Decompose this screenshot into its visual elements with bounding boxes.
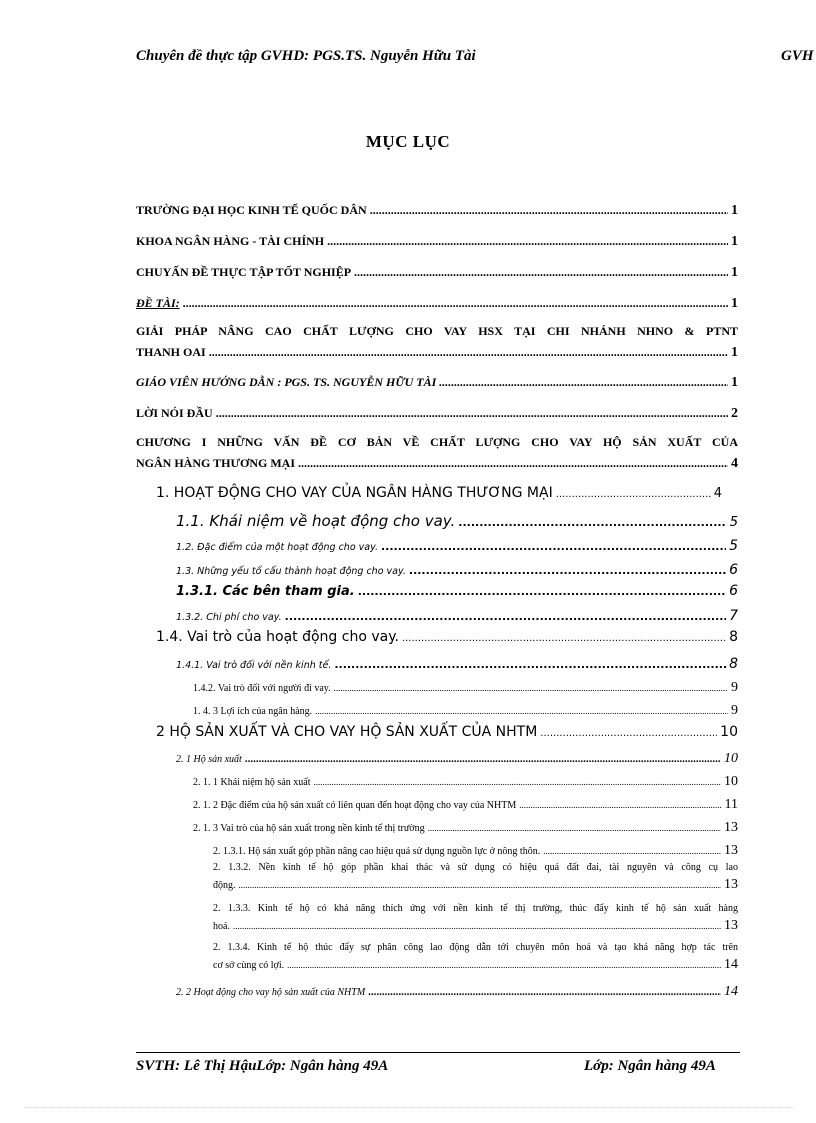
toc-entry[interactable] <box>193 703 738 719</box>
toc-page: 11 <box>724 797 738 812</box>
toc-entry[interactable] <box>176 512 738 530</box>
toc-label: 1. HOẠT ĐỘNG CHO VAY CỦA NGÂN HÀNG THƯƠNG MẠI <box>156 485 553 501</box>
footer-divider <box>136 1052 740 1053</box>
toc-label: 1.4. Vai trò của hoạt động cho vay. <box>156 629 399 645</box>
toc-page: 13 <box>724 918 738 933</box>
toc-label: NGÂN HÀNG THƯƠNG MẠI <box>136 456 295 470</box>
toc-page: 7 <box>729 608 738 624</box>
footer-left: SVTH: Lê Thị HậuLớp: Ngân hàng 49A <box>136 1058 389 1074</box>
toc-label: cơ sở cùng có lợi. <box>213 960 285 971</box>
toc-label: 1.2. Đặc điểm của một hoạt động cho vay. <box>176 542 378 553</box>
toc-entry[interactable] <box>136 234 738 250</box>
toc-label-line1: GIẢI PHÁP NÂNG CAO CHẤT LƯỢNG CHO VAY HSX TẠI CHI NHÁNH NHNO & PTNT <box>136 324 738 338</box>
toc-label-line1: 2. 1.3.4. Kinh tế hộ thúc đẩy sự phân công lao động dẫn tới chuyên môn hoá và tạo khả năng hợp tác trên <box>213 942 738 953</box>
toc-entry[interactable] <box>136 375 738 391</box>
toc-page: 1 <box>731 234 738 249</box>
toc-label: động. <box>213 880 236 891</box>
toc-label-line1: CHƯƠNG I NHỮNG VẤN ĐỀ CƠ BẢN VỀ CHẤT LƯỢNG CHO VAY HỘ SẢN XUẤT CỦA <box>136 435 738 449</box>
toc-page: 13 <box>724 877 738 892</box>
toc-label: TRƯỜNG ĐẠI HỌC KINH TẾ QUỐC DÂN <box>136 203 367 217</box>
toc-entry[interactable] <box>193 820 738 836</box>
header-right: GVH <box>781 48 814 64</box>
toc-entry[interactable] <box>176 656 738 672</box>
toc-page: 2 <box>731 406 738 421</box>
page-title: MỤC LỤC <box>365 132 451 151</box>
toc-page: 1 <box>731 375 738 390</box>
toc-entry[interactable] <box>193 680 738 696</box>
toc-label: 1.4.2. Vai trò đối với người đi vay. <box>193 683 331 694</box>
page-bottom-rule <box>24 1107 794 1108</box>
toc-entry[interactable] <box>176 984 738 1000</box>
toc-page: 1 <box>731 265 738 280</box>
toc-label: 2. 1. 1 Khái niệm hộ sản xuất <box>193 777 311 788</box>
toc-entry[interactable] <box>156 485 722 501</box>
toc-entry[interactable] <box>213 843 738 859</box>
toc-label-line1: 2. 1.3.3. Kinh tế hộ có khả năng thích ứng với nền kinh tế thị trường, thúc đẩy kinh tế hộ sản xuất hàng <box>213 903 738 914</box>
toc-entry[interactable] <box>193 797 738 813</box>
toc-entry[interactable] <box>136 406 738 422</box>
toc-label: KHOA NGÂN HÀNG - TÀI CHÍNH <box>136 234 325 248</box>
toc-entry[interactable] <box>213 862 738 893</box>
toc-label: THANH OAI <box>136 345 206 359</box>
toc-page: 13 <box>724 843 738 858</box>
toc-page: 5 <box>729 515 738 530</box>
toc-entry[interactable] <box>176 538 738 554</box>
toc-entry[interactable] <box>176 608 738 624</box>
toc-entry[interactable] <box>176 751 738 767</box>
toc-label: 2. 1 Hộ sản xuất <box>176 754 242 765</box>
toc-entry[interactable] <box>193 774 738 790</box>
toc-page: 1 <box>731 345 738 360</box>
toc-page: 14 <box>724 984 738 999</box>
toc-label: 2. 1.3.1. Hộ sản xuất góp phần nâng cao hiệu quả sử dụng nguồn lực ở nông thôn. <box>213 846 541 857</box>
toc-label: 1.1. Khái niệm về hoạt động cho vay. <box>176 512 456 530</box>
toc-label: 1. 4. 3 Lợi ích của ngân hàng. <box>193 706 313 717</box>
toc-label: 1.4.1. Vai trò đối với nền kinh tế. <box>176 660 332 671</box>
toc-page: 8 <box>729 629 738 645</box>
toc-page: 6 <box>729 583 738 599</box>
toc-label: 1.3.2. Chi phí cho vay. <box>176 612 282 623</box>
toc-page: 10 <box>720 724 738 740</box>
toc-label: hoá. <box>213 921 230 932</box>
toc-page: 9 <box>731 703 738 718</box>
toc-entry[interactable] <box>136 203 738 219</box>
toc-label: CHUYẤN ĐỀ THỰC TẬP TỐT NGHIỆP <box>136 265 352 279</box>
toc-label: GIÁO VIÊN HƯỚNG DẪN : PGS. TS. NGUYỄN HỮU TÀI <box>136 375 437 389</box>
toc-page: 10 <box>724 751 738 766</box>
footer-right: Lớp: Ngân hàng 49A <box>584 1058 716 1074</box>
toc-entry[interactable] <box>136 296 738 312</box>
toc-entry[interactable] <box>156 724 738 740</box>
toc-page: 10 <box>724 774 738 789</box>
toc-page: 1 <box>731 296 738 311</box>
toc-page: 9 <box>731 680 738 695</box>
toc-entry[interactable] <box>213 942 738 973</box>
toc-page: 4 <box>713 486 722 501</box>
toc-entry[interactable] <box>136 265 738 281</box>
toc-label: ĐỀ TÀI: <box>136 296 180 310</box>
toc-page: 4 <box>731 456 738 471</box>
toc-entry[interactable] <box>176 583 738 599</box>
toc-page: 14 <box>724 957 738 972</box>
toc-label: LỜI NÓI ĐẦU <box>136 406 213 420</box>
toc-entry[interactable] <box>136 435 738 472</box>
toc-label: 2. 1. 2 Đặc điểm của hộ sản xuất có liên quan đến hoạt động cho vay của NHTM <box>193 800 517 811</box>
header-left: Chuyên đề thực tập GVHD: PGS.TS. Nguyễn Hữu Tài <box>136 48 476 64</box>
toc-entry[interactable] <box>176 562 738 578</box>
toc-entry[interactable] <box>156 629 738 645</box>
toc-label: 2 HỘ SẢN XUẤT VÀ CHO VAY HỘ SẢN XUẤT CỦA NHTM <box>156 724 538 740</box>
toc-label: 1.3. Những yếu tố cấu thành hoạt động cho vay. <box>176 566 406 577</box>
toc-page: 8 <box>729 656 738 672</box>
toc-label-line1: 2. 1.3.2. Nền kinh tế hộ góp phần khai thác và sử dụng có hiệu quả đất đai, tài nguyên và công cụ lao <box>213 862 738 873</box>
toc-entry[interactable] <box>213 903 738 934</box>
toc-label: 2. 2 Hoạt động cho vay hộ sản xuất của NHTM <box>176 987 366 998</box>
toc-entry[interactable] <box>136 324 738 361</box>
toc-page: 6 <box>729 562 738 578</box>
toc-page: 1 <box>731 203 738 218</box>
toc-page: 13 <box>724 820 738 835</box>
toc-label: 2. 1. 3 Vai trò của hộ sản xuất trong nền kinh tế thị trường <box>193 823 425 834</box>
toc-page: 5 <box>729 538 738 554</box>
toc-label: 1.3.1. Các bên tham gia. <box>176 584 355 599</box>
